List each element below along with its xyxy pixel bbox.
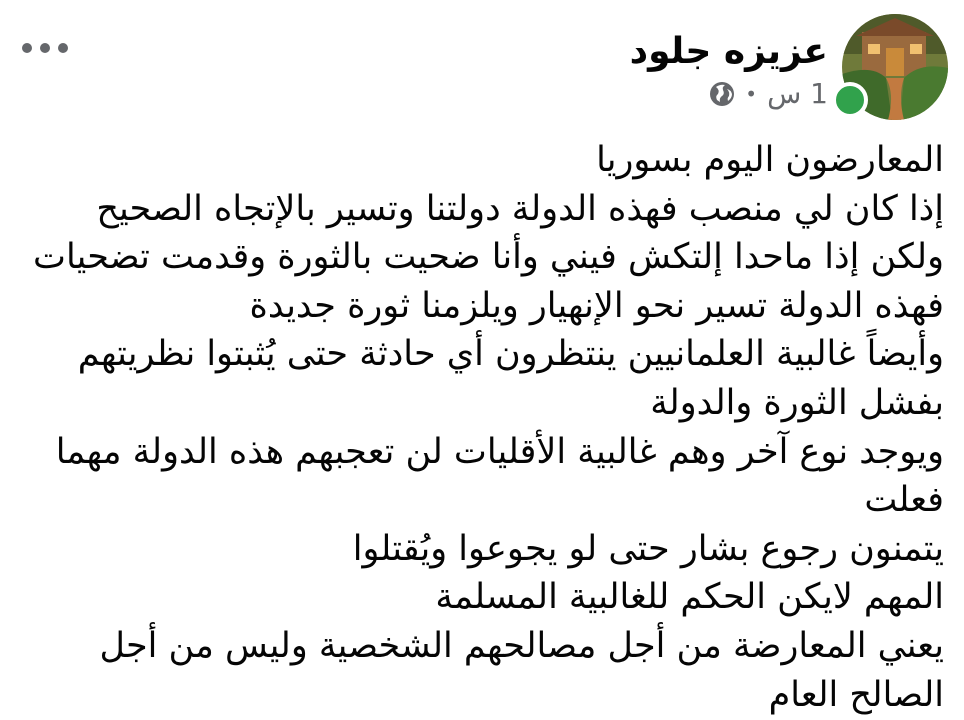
post-text <box>20 136 944 719</box>
more-dot <box>22 43 32 53</box>
post-meta <box>709 76 828 112</box>
online-status-indicator <box>832 82 868 118</box>
more-dot <box>40 43 50 53</box>
post-line: يعني المعارضة من أجل مصالحهم الشخصية وليس من أجل الصالح العام <box>99 625 944 715</box>
meta-separator: • <box>745 82 758 106</box>
author-name[interactable]: عزيزه جلود <box>629 31 828 72</box>
more-dot <box>58 43 68 53</box>
post-line: المعارضون اليوم بسوريا <box>596 140 944 180</box>
post-line: يتمنون رجوع بشار حتى لو يجوعوا ويُقتلوا <box>352 528 944 569</box>
post-line: إذا كان لي منصب فهذه الدولة دولتنا وتسير بالإتجاه الصحيح <box>96 188 944 229</box>
post-line: بفشل الثورة والدولة <box>650 382 944 423</box>
post-time[interactable]: 1 س <box>767 77 828 110</box>
post-line: فهذه الدولة تسير نحو الإنهيار ويلزمنا ثورة جديدة <box>249 285 944 326</box>
post-line: ويوجد نوع آخر وهم غالبية الأقليات لن تعجبهم هذه الدولة مهما فعلت <box>55 431 944 521</box>
globe-icon[interactable] <box>709 81 735 107</box>
post-line: ولكن إذا ماحدا إلتكش فيني وأنا ضحيت بالثورة وقدمت تضحيات <box>33 237 944 278</box>
more-options-icon[interactable] <box>22 36 68 60</box>
post-line: المهم لايكن الحكم للغالبية المسلمة <box>435 577 944 618</box>
post-line: وأيضاً غالبية العلمانيين ينتظرون أي حادثة حتى يُثبتوا نظريتهم <box>77 334 944 375</box>
